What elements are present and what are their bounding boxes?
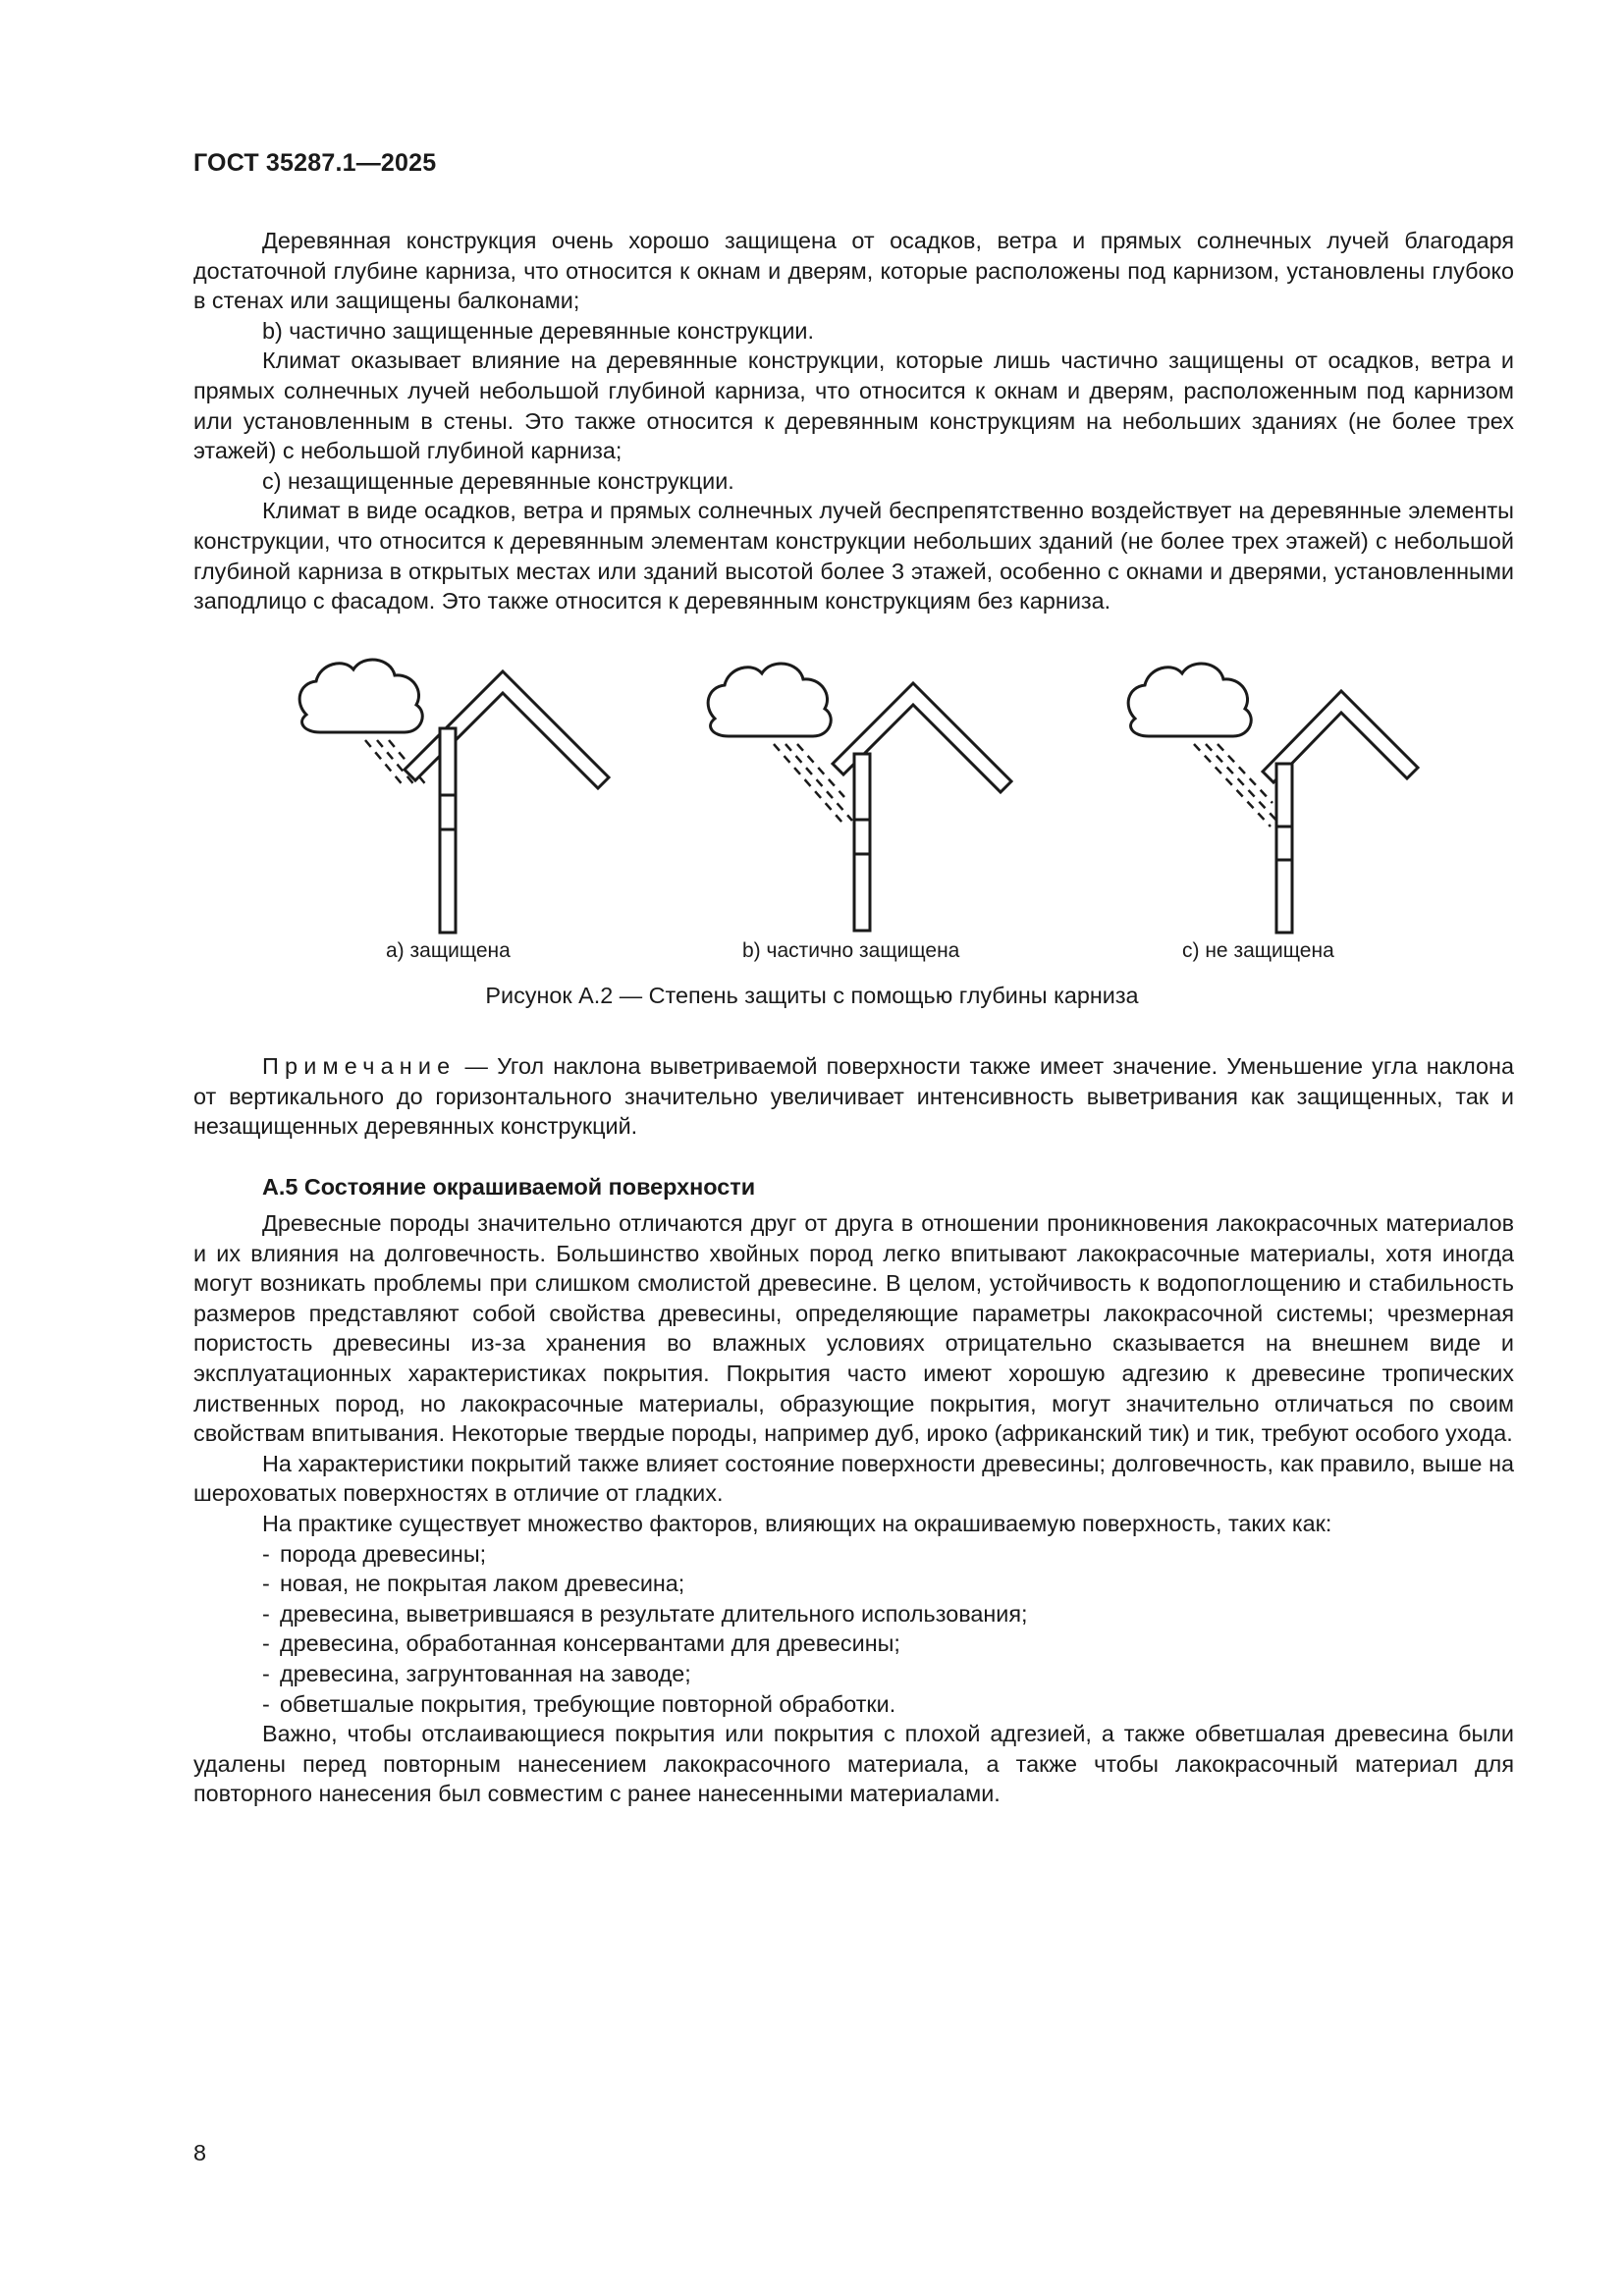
figure-caption-a: a) защищена — [386, 939, 511, 962]
figure-illustration — [0, 648, 1624, 942]
paragraph: Климат оказывает влияние на деревянные конструкции, которые лишь частично защищены от осадков, ветра и прямых солнечных лучей небольшой глубиной карниза, что относится к окнам и дверям, расположенным под карнизом или установленным в стены. Это также относится к деревянным конструкциям на небольших зданиях (не более трех этажей) с небольшой глубиной карниза; — [193, 347, 1514, 464]
paragraph: На характеристики покрытий также влияет состояние поверхности древесины; долговечность, как правило, выше на шероховатых поверхностях в отличие от гладких. — [193, 1450, 1514, 1507]
note-block — [193, 1051, 1514, 1142]
roof-icon — [405, 671, 609, 788]
figure-caption-b: b) частично защищена — [742, 939, 960, 962]
list-item: - древесина, обработанная консервантами для древесины; — [262, 1630, 900, 1657]
panel-c-not-protected — [1128, 664, 1418, 933]
intro-text-block — [193, 226, 1514, 616]
wall-icon — [854, 754, 870, 931]
section-heading: А.5 Состояние окрашиваемой поверхности — [262, 1174, 756, 1200]
cloud-icon — [708, 664, 831, 736]
panel-a-protected — [299, 660, 609, 933]
note-text: — Угол наклона выветриваемой поверхности также имеет значение. Уменьшение угла наклона от вертикального до горизонтального значительно увеличивает интенсивность выветривания как защищенных, так и незащищенных деревянных конструкций. — [193, 1053, 1514, 1140]
paragraph: b) частично защищенные деревянные конструкции. — [262, 317, 814, 344]
figure-title: Рисунок А.2 — Степень защиты с помощью глубины карниза — [485, 983, 1139, 1008]
paragraph: Климат в виде осадков, ветра и прямых солнечных лучей беспрепятственно воздействует на деревянные элементы конструкции, что относится к деревянным элементам конструкции небольших зданий (не более трех этажей) с небольшой глубиной карниза в открытых местах или зданий высотой более 3 этажей, особенно с окнами и дверями, установленными заподлицо с фасадом. Это также относится к деревянным конструкциям без карниза. — [193, 498, 1514, 614]
list-item: - новая, не покрытая лаком древесина; — [262, 1571, 685, 1597]
cloud-icon — [299, 660, 422, 732]
note-label: Примечание — [262, 1053, 457, 1079]
document-standard-number: ГОСТ 35287.1—2025 — [193, 149, 437, 177]
list-item: - порода древесины; — [262, 1540, 487, 1567]
wall-icon — [1276, 764, 1292, 933]
factor-list — [193, 1539, 1514, 1720]
figure-caption-c: c) не защищена — [1182, 939, 1334, 962]
paragraph: На практике существует множество факторов, влияющих на окрашиваемую поверхность, таких как: — [262, 1510, 1332, 1536]
list-item: - древесина, загрунтованная на заводе; — [262, 1660, 691, 1686]
page-number: 8 — [193, 2140, 207, 2165]
rain-lines-icon — [1194, 744, 1280, 827]
paragraph: c) незащищенные деревянные конструкции. — [262, 467, 734, 494]
paragraph: Важно, чтобы отслаивающиеся покрытия или покрытия с плохой адгезией, а также обветшалая древесина были удалены перед повторным нанесением лакокрасочного материала, а также чтобы лакокрасочный материал для повторного нанесения был совместим с ранее нанесенными материалами. — [193, 1721, 1514, 1807]
section-text-block — [193, 1208, 1514, 1809]
paragraph: Древесные породы значительно отличаются друг от друга в отношении проникновения лакокрасочных материалов и их влияния на долговечность. Большинство хвойных пород легко впитывают лакокрасочные материалы, хотя иногда могут возникать проблемы при слишком смолистой древесине. В целом, устойчивость к водопоглощению и стабильность размеров представляют собой свойства древесины, определяющие параметры лакокрасочной системы; чрезмерная пористость древесины из-за хранения во влажных условиях отрицательно сказывается на внешнем виде и эксплуатационных характеристиках покрытия. Покрытия часто имеют хорошую адгезию к древесине тропических лиственных пород, но лакокрасочные материалы, образующие покрытия, могут значительно отличаться по своим свойствам впитывания. Некоторые твердые породы, например дуб, ироко (африканский тик) и тик, требуют особого ухода. — [193, 1210, 1514, 1447]
paragraph: Деревянная конструкция очень хорошо защищена от осадков, ветра и прямых солнечных лучей благодаря достаточной глубине карниза, что относится к окнам и дверям, которые расположены под карнизом, установлены глубоко в стенах или защищены балконами; — [193, 228, 1514, 314]
cloud-icon — [1128, 664, 1251, 736]
panel-b-partially-protected — [708, 664, 1011, 931]
list-item: - древесина, выветрившаяся в результате длительного использования; — [262, 1600, 1028, 1627]
list-item: - обветшалые покрытия, требующие повторной обработки. — [262, 1690, 896, 1717]
